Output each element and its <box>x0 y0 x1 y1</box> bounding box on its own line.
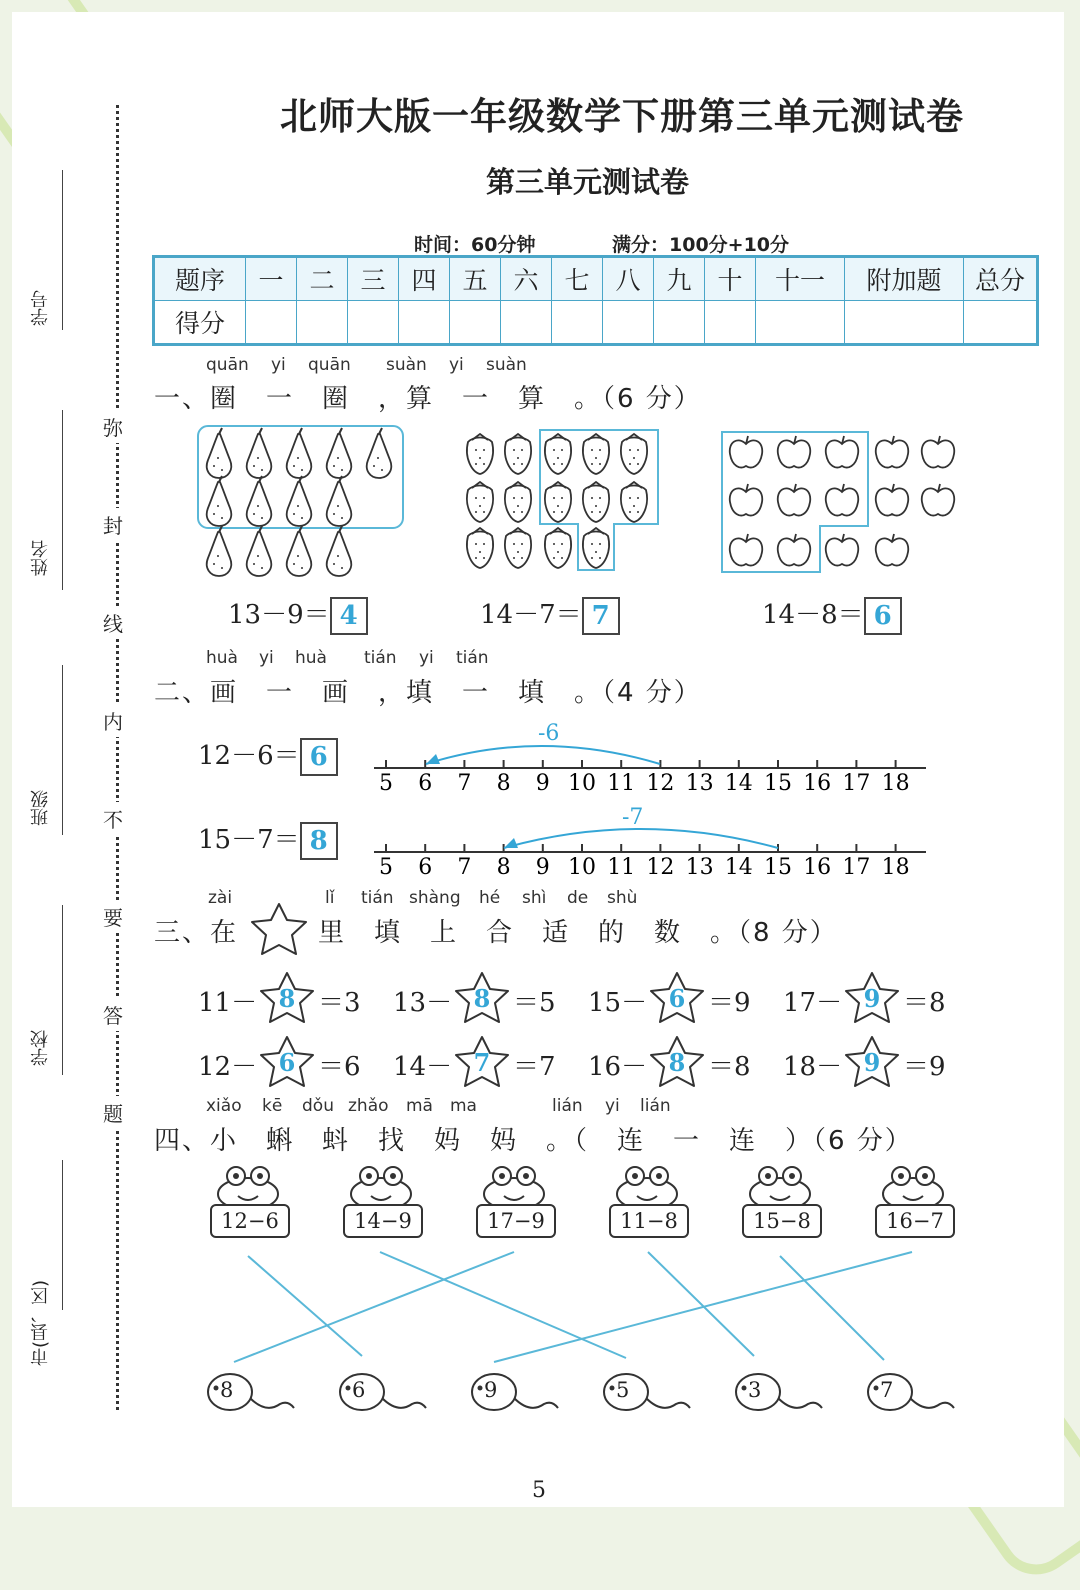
pinyin: shàng <box>409 888 461 908</box>
score-cell[interactable] <box>246 301 297 345</box>
star-equation-right: ＝3 <box>318 988 361 1018</box>
tick-label: 14 <box>724 771 753 796</box>
pinyin: de <box>567 888 589 908</box>
frog-card[interactable] <box>472 1164 556 1244</box>
tick-label: 5 <box>379 771 393 796</box>
pinyin: xiǎo <box>206 1096 242 1116</box>
tick-label: 13 <box>685 771 714 796</box>
pinyin: ma <box>450 1096 477 1116</box>
tick-label: 12 <box>646 855 675 880</box>
tick-label: 5 <box>379 855 393 880</box>
section-1-heading: 一、圈 一 圈 ，算 一 算 。（6 分） <box>154 384 702 414</box>
star-answer[interactable] <box>258 1034 316 1090</box>
pinyin: huà <box>206 648 238 668</box>
tadpole[interactable] <box>464 1370 560 1420</box>
answer-box[interactable]: 6 <box>300 738 338 776</box>
pinyin: shù <box>607 888 638 908</box>
number-lines <box>370 710 940 890</box>
score-cell[interactable] <box>297 301 348 345</box>
star-equation-left: 11－ <box>198 988 258 1018</box>
tadpole-number: 3 <box>748 1378 762 1402</box>
score-cell[interactable] <box>705 301 756 345</box>
seal-char: 题 <box>103 1096 123 1129</box>
pinyin: yi <box>449 355 464 375</box>
star-answer-value: 7 <box>473 1048 491 1077</box>
tick-label: 15 <box>764 771 792 796</box>
star-equation-right: ＝8 <box>708 1052 751 1082</box>
section-4-heading: 四、小 蝌 蚪 找 妈 妈 。（ 连 一 连 ）（6 分） <box>154 1126 913 1156</box>
table-header: 二 <box>297 257 348 301</box>
seal-char: 答 <box>103 998 123 1031</box>
equation: 15－7＝ <box>198 825 300 855</box>
tadpole[interactable] <box>332 1370 428 1420</box>
star-equation-right: ＝6 <box>318 1052 361 1082</box>
section-3-heading-start: 三、在 <box>154 918 239 948</box>
pinyin: tián <box>456 648 489 668</box>
fruit-illustration <box>190 420 970 585</box>
table-header: 八 <box>603 257 654 301</box>
star-answer-value: 8 <box>278 984 296 1013</box>
tadpole[interactable] <box>596 1370 692 1420</box>
page-title: 北师大版一年级数学下册第三单元测试卷 <box>280 95 964 138</box>
star-equation-right: ＝5 <box>513 988 556 1018</box>
tick-label: 11 <box>607 855 636 880</box>
seal-char: 要 <box>103 900 123 933</box>
table-header: 一 <box>246 257 297 301</box>
tick-label: 17 <box>842 771 871 796</box>
score-cell[interactable] <box>450 301 501 345</box>
equation: 12－6＝ <box>198 741 300 771</box>
score-table <box>152 255 1039 346</box>
pinyin: lián <box>640 1096 671 1116</box>
score-cell[interactable] <box>348 301 399 345</box>
tick-label: 7 <box>457 771 472 796</box>
label-school: 学校 <box>30 1030 51 1066</box>
table-header: 七 <box>552 257 603 301</box>
pinyin: yi <box>605 1096 620 1116</box>
seal-char: 线 <box>103 606 123 639</box>
star-answer-value: 8 <box>668 1048 686 1077</box>
table-header: 五 <box>450 257 501 301</box>
pinyin: lǐ <box>325 888 335 908</box>
tadpole-number: 7 <box>880 1378 894 1402</box>
table-row-label: 得分 <box>154 301 246 345</box>
tick-label: 12 <box>646 771 675 796</box>
pinyin: lián <box>552 1096 583 1116</box>
pinyin: suàn <box>386 355 427 375</box>
pinyin: quān <box>308 355 351 375</box>
seal-char: 封 <box>103 508 123 541</box>
star-icon <box>248 900 310 960</box>
section-3-heading-end: 里 填 上 合 适 的 数 。（8 分） <box>318 918 838 948</box>
label-student-number: 学号 <box>30 290 51 326</box>
star-equation-left: 14－ <box>393 1052 453 1082</box>
star-answer[interactable] <box>258 970 316 1026</box>
seal-char: 弥 <box>103 410 123 443</box>
pinyin: yi <box>419 648 434 668</box>
score-cell[interactable] <box>501 301 552 345</box>
tick-label: 11 <box>607 771 636 796</box>
star-equation-right: ＝7 <box>513 1052 556 1082</box>
table-header: 三 <box>348 257 399 301</box>
table-header: 十一 <box>756 257 845 301</box>
pinyin: yi <box>271 355 286 375</box>
page-subtitle: 第三单元测试卷 <box>486 165 690 199</box>
pinyin: suàn <box>486 355 527 375</box>
tick-label: 15 <box>764 855 792 880</box>
score-cell[interactable] <box>654 301 705 345</box>
pinyin: hé <box>479 888 501 908</box>
score-cell[interactable] <box>603 301 654 345</box>
tick-label: 8 <box>496 855 511 880</box>
table-header: 总分 <box>964 257 1038 301</box>
star-equation-left: 13－ <box>393 988 453 1018</box>
star-equation-left: 16－ <box>588 1052 648 1082</box>
tick-label: 16 <box>803 855 832 880</box>
equation: 14－8＝ <box>762 600 864 630</box>
star-answer-value: 9 <box>863 984 881 1013</box>
star-answer[interactable] <box>453 970 511 1026</box>
frog-expression: 17−9 <box>476 1204 556 1238</box>
seal-line <box>116 105 119 1410</box>
tick-label: 9 <box>535 855 550 880</box>
tadpole[interactable] <box>200 1370 296 1420</box>
frog-card[interactable] <box>605 1164 689 1244</box>
seal-char: 内 <box>103 704 123 737</box>
section-2-heading: 二、画 一 画 ，填 一 填 。（4 分） <box>154 678 702 708</box>
tadpole-number: 8 <box>220 1378 234 1402</box>
star-answer-value: 6 <box>668 984 686 1013</box>
tick-label: 10 <box>568 855 596 880</box>
frog-card[interactable] <box>871 1164 955 1244</box>
tick-label: 17 <box>842 855 871 880</box>
score-cell[interactable] <box>964 301 1038 345</box>
equation: 14－7＝ <box>480 600 582 630</box>
jump-label: -7 <box>622 805 644 830</box>
page-number: 5 <box>532 1478 546 1503</box>
pinyin: huà <box>295 648 327 668</box>
label-name: 姓名 <box>30 540 51 576</box>
tick-label: 9 <box>535 771 550 796</box>
seal-char: 不 <box>103 802 123 835</box>
frog-card[interactable] <box>738 1164 822 1244</box>
frog-card[interactable] <box>339 1164 423 1244</box>
frog-expression: 14−9 <box>343 1204 423 1238</box>
frog-expression: 12−6 <box>210 1204 290 1238</box>
table-header: 四 <box>399 257 450 301</box>
full-score: 满分：100分+10分 <box>612 234 790 256</box>
star-answer[interactable] <box>843 1034 901 1090</box>
star-answer[interactable] <box>843 970 901 1026</box>
answer-box[interactable]: 8 <box>300 822 338 860</box>
pinyin: zhǎo <box>348 1096 389 1116</box>
jump-label: -6 <box>538 721 560 746</box>
tick-label: 18 <box>881 855 910 880</box>
frog-expression: 11−8 <box>609 1204 689 1238</box>
tick-label: 7 <box>457 855 472 880</box>
tick-label: 6 <box>418 771 433 796</box>
score-cell[interactable] <box>399 301 450 345</box>
pinyin: yi <box>259 648 274 668</box>
pinyin: tián <box>361 888 394 908</box>
table-header: 题序 <box>154 257 246 301</box>
tadpole[interactable] <box>860 1370 956 1420</box>
table-header: 九 <box>654 257 705 301</box>
tadpole-number: 9 <box>484 1378 498 1402</box>
tadpole[interactable] <box>728 1370 824 1420</box>
pinyin: tián <box>364 648 397 668</box>
star-answer[interactable] <box>648 1034 706 1090</box>
pinyin: quān <box>206 355 249 375</box>
equation: 13－9＝ <box>228 600 330 630</box>
pinyin: mā <box>406 1096 433 1116</box>
pinyin: zài <box>208 888 233 908</box>
tick-label: 18 <box>881 771 910 796</box>
time-limit: 时间：60分钟 <box>414 234 536 256</box>
star-equation-right: ＝9 <box>903 1052 946 1082</box>
tick-label: 16 <box>803 771 832 796</box>
answer-box[interactable]: 4 <box>330 597 368 635</box>
frog-expression: 16−7 <box>875 1204 955 1238</box>
table-header: 六 <box>501 257 552 301</box>
answer-box[interactable]: 7 <box>582 597 620 635</box>
star-equation-left: 18－ <box>783 1052 843 1082</box>
tick-label: 6 <box>418 855 433 880</box>
star-equation-right: ＝9 <box>708 988 751 1018</box>
score-cell[interactable] <box>756 301 845 345</box>
star-equation-left: 12－ <box>198 1052 258 1082</box>
table-header: 附加题 <box>845 257 964 301</box>
star-equation-right: ＝8 <box>903 988 946 1018</box>
label-city: 市(县、区) <box>30 1280 51 1367</box>
pinyin: shì <box>522 888 547 908</box>
tick-label: 10 <box>568 771 596 796</box>
table-header: 十 <box>705 257 756 301</box>
label-class: 班级 <box>30 790 51 826</box>
pinyin: kē <box>262 1096 283 1116</box>
star-answer-value: 9 <box>863 1048 881 1077</box>
answer-box[interactable]: 6 <box>864 597 902 635</box>
tick-label: 8 <box>496 771 511 796</box>
score-cell[interactable] <box>845 301 964 345</box>
frog-card[interactable] <box>206 1164 290 1244</box>
star-answer[interactable] <box>648 970 706 1026</box>
star-answer[interactable] <box>453 1034 511 1090</box>
star-answer-value: 8 <box>473 984 491 1013</box>
tick-label: 14 <box>724 855 753 880</box>
tick-label: 13 <box>685 855 714 880</box>
star-equation-left: 15－ <box>588 988 648 1018</box>
star-equation-left: 17－ <box>783 988 843 1018</box>
tadpole-number: 5 <box>616 1378 630 1402</box>
star-answer-value: 6 <box>278 1048 296 1077</box>
score-cell[interactable] <box>552 301 603 345</box>
frog-expression: 15−8 <box>742 1204 822 1238</box>
pinyin: dǒu <box>302 1096 334 1116</box>
tadpole-number: 6 <box>352 1378 366 1402</box>
